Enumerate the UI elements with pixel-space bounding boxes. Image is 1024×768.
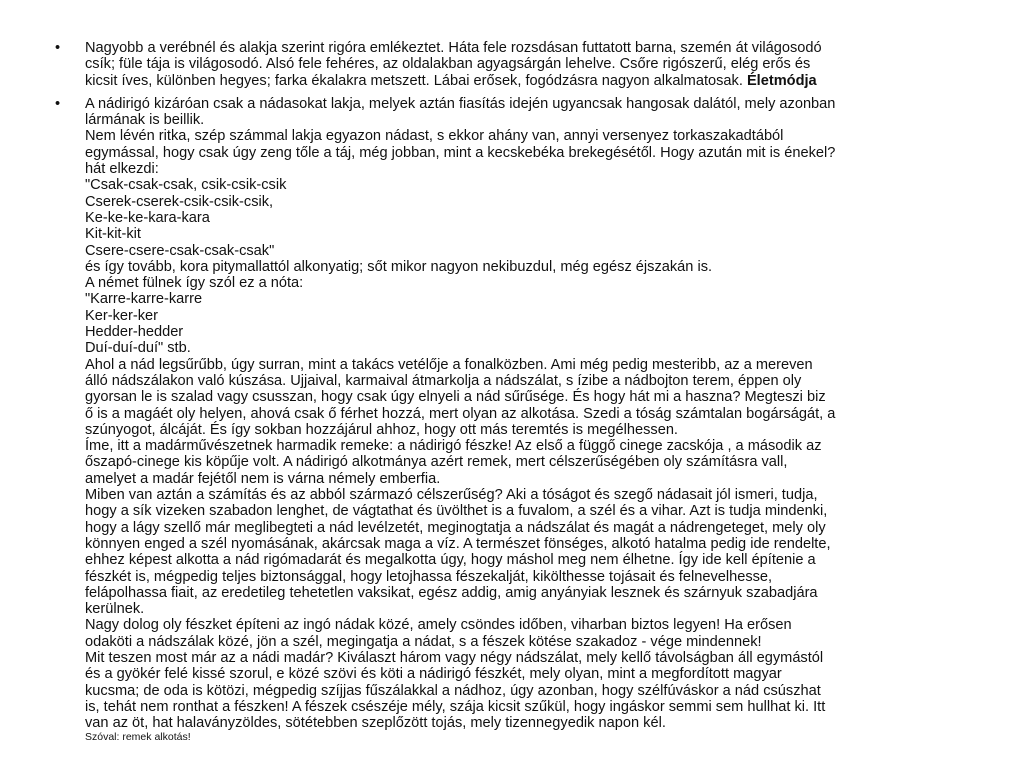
text-line: Duí-duí-duí" stb.	[85, 340, 191, 357]
text-line: Ahol a nád legsűrűbb, úgy surran, mint a takács vetélője a fonalközben. Ami még pedig mesteribb, az a mereven	[85, 356, 813, 373]
text-line: Nem lévén ritka, szép számmal lakja egyazon nádast, s ekkor ahány van, annyi versenyez torkaszakadtából	[85, 128, 784, 145]
text-line: Csere-csere-csak-csak-csak"	[85, 242, 275, 259]
text-line: álló nádszálakon való kúszása. Ujjaival, karmaival átmarkolja a nádszálat, s ízibe a nádbojton terem, éppen oly	[85, 372, 802, 389]
text-line: és így tovább, kora pitymallattól alkonyatig; sőt mikor nagyon nekibuzdul, még egész éjszakán is.	[85, 258, 713, 275]
text-line: csík; füle tája is világosodó. Alsó fele fehéres, az oldalakban agyagsárgán lehelve. Csőre rigószerű, elég erős és	[85, 56, 811, 73]
text-line: könnyen enged a szél nyomásának, akárcsak maga a víz. A természet fönséges, alkotó hatalma pedig ide rendelte,	[85, 535, 831, 552]
text-line: Nagyobb a verébnél és alakja szerint rigóra emlékeztet. Háta fele rozsdásan futtatott barna, szemén át világosodó	[85, 40, 822, 56]
bullet-item-lifestyle	[55, 96, 968, 744]
text-line: hogy a lágy szellő már meglibegteti a nád levélzetét, meginogtatja a nádszálat és magát a nádrengeteget, mely oly	[85, 519, 826, 536]
text-line-content: kicsit íves, különben hegyes; farka ékalakra metszett. Lábai erősek, fogódzásra nagyon alkalmatosak.	[85, 72, 747, 89]
bullet-list	[55, 40, 968, 743]
text-line: gyorsan le is szalad vagy csusszan, hogy csak úgy elnyeli a nád sűrűsége. És hogy hát mi a haszna? Megteszi biz	[85, 389, 826, 406]
lifestyle-paragraphs	[85, 96, 968, 732]
text-line: odaköti a nádszálak közé, jön a szél, megingatja a nádat, s a fészek kötése szakadoz - vége mindennek!	[85, 633, 762, 650]
text-line: kerülnek.	[85, 601, 145, 618]
section-heading-eletmodja: Életmódja	[746, 72, 817, 89]
text-line: Íme, itt a madárművészetnek harmadik remeke: a nádirigó fészke! Az első a függő cinege zacskója , a második az	[85, 438, 822, 455]
text-line: Hedder-hedder	[85, 324, 184, 341]
closing-remark: Szóval: remek alkotás!	[85, 731, 191, 744]
text-line: felápolhassa fiait, az eredetileg tehetetlen vaksikat, egész addig, amig anyányiak lesznek és szárnyuk szabadjára	[85, 584, 818, 601]
text-line: Ker-ker-ker	[85, 307, 158, 324]
text-line: Ke-ke-ke-kara-kara	[85, 209, 210, 226]
bullet-marker: •	[55, 95, 61, 112]
text-line: hogy a sík vizeken szabadon lenghet, de vágtathat és üvölthet is a fuvalom, a szél és a vihar. Azt is tudja mindenki,	[85, 503, 828, 520]
text-line: is, tehát nem ronthat a fészken! A fészek csészéje mély, szája kicsit szűkül, hogy ingáskor semmi sem hullhat ki. Itt	[85, 698, 826, 715]
text-line: Mit teszen most már az a nádi madár? Kiválaszt három vagy négy nádszálat, mely kellő távolságban áll egymástól	[85, 649, 824, 666]
text-line: Miben van aztán a számítás és az abból származó célszerűség? Aki a tóságot és szegő nádasait jól ismeri, tudja,	[85, 487, 818, 504]
text-line: van az öt, hat halaványzöldes, sötétebben szeplőzött tojás, mely tizennegyedik napon kél.	[85, 715, 666, 732]
bullet-item-description	[55, 40, 968, 89]
text-line: amelyet a madár fejétől nem is várna némely emberfia.	[85, 470, 441, 487]
text-line: Nagy dolog oly fészket építeni az ingó nádak közé, amely csöndes időben, viharban biztos legyen! Ha erősen	[85, 617, 792, 634]
text-line: A nádirigó kizáróan csak a nádasokat lakja, melyek aztán fiasítás idején ugyancsak hangosak dalától, mely azonban	[85, 95, 836, 112]
text-line: ő is a magáét oly helyen, ahová csak ő férhet hozzá, mert olyan az alkotása. Szedi a tóság számtalan bogárságát, a	[85, 405, 836, 422]
text-line: A német fülnek így szól ez a nóta:	[85, 275, 304, 292]
text-line: "Csak-csak-csak, csik-csik-csik	[85, 177, 287, 194]
text-line: lármának is beillik.	[85, 112, 205, 129]
text-line: kucsma; de oda is kötözi, mégpedig szíjjas fűszálakkal a nádhoz, úgy azonban, hogy szélfúváskor a nád csúszhat	[85, 682, 821, 699]
text-line: szúnyogot, álcáját. És így sokban hozzájárul ahhoz, hogy ott más teremtés is megélhessen.	[85, 421, 678, 438]
text-line: és a gyökér felé kissé szorul, e közé szövi és köti a nádirigó fészkét, mely olyan, mint a megfordított magyar	[85, 666, 782, 683]
bullet-marker: •	[55, 40, 61, 56]
text-line: fészkét is, mégpedig teljes biztonsággal, hogy letojhassa fészekalját, kikölthesse tojásait és felnevelhesse,	[85, 568, 773, 585]
text-line: ehhez képest alkotta a nád rigómadarát és megalkotta úgy, hogy máshol meg nem élhetne. Így ide kell építenie a	[85, 552, 816, 569]
text-line: Kit-kit-kit	[85, 226, 141, 243]
text-line	[85, 73, 968, 89]
text-line: egymással, hogy csak úgy zeng tőle a táj, még jobban, mint a kecskebéka brekegésétől. Hogy azután mit is énekel?	[85, 144, 836, 161]
text-line: hát elkezdi:	[85, 161, 159, 178]
text-line: őszapó-cinege kis köpűje volt. A nádirigó alkotmánya azért remek, mert célszerűségében oly számításra vall,	[85, 454, 788, 471]
text-line: "Karre-karre-karre	[85, 291, 203, 308]
text-line: Cserek-cserek-csik-csik-csik,	[85, 193, 274, 210]
